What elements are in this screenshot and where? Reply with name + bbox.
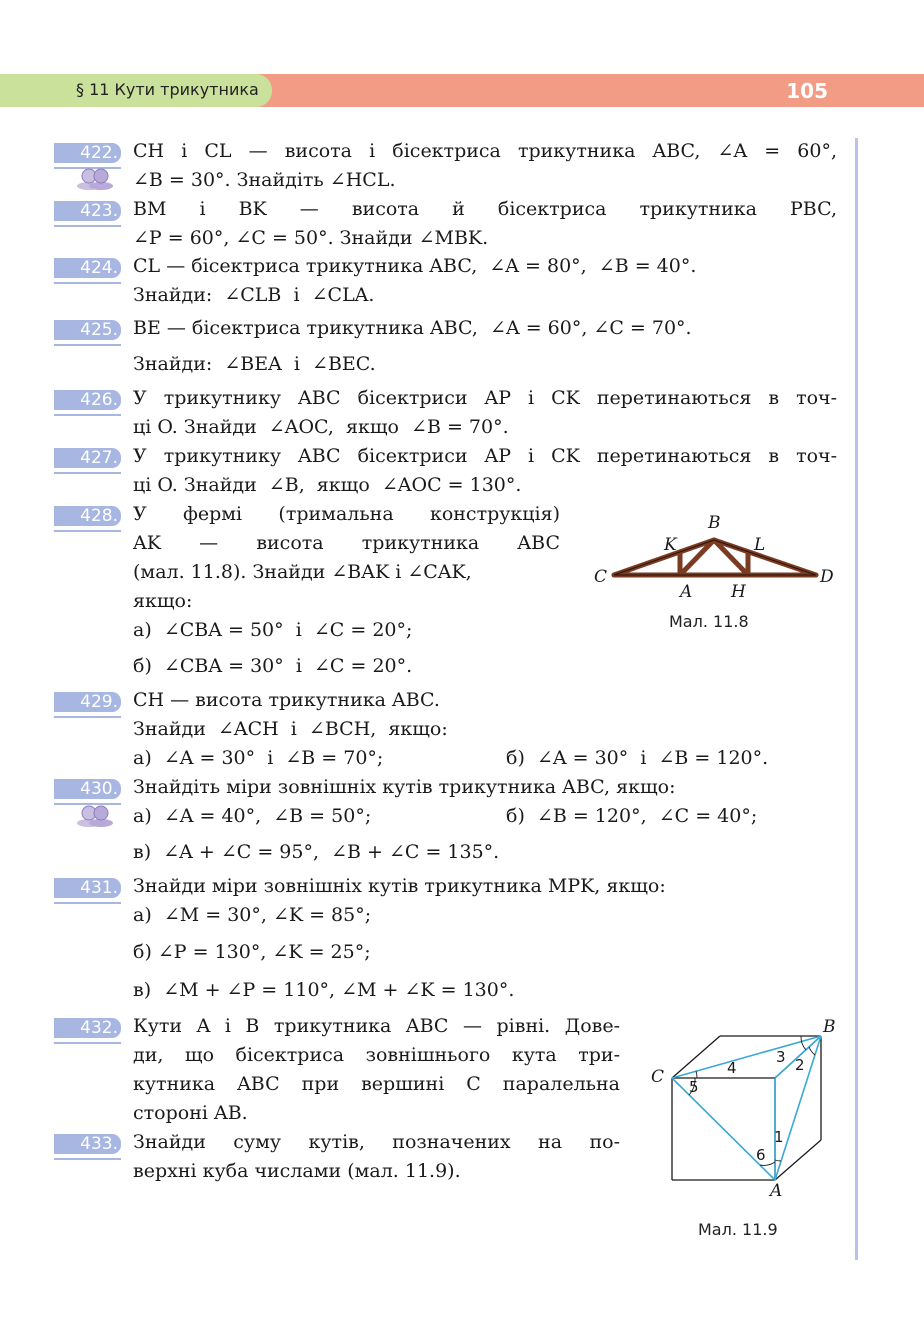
exercise-text-line: Знайди: ∠CLB і ∠CLA. (133, 284, 375, 306)
exercise-text-line: в) ∠M + ∠P = 110°, ∠M + ∠K = 130°. (133, 979, 515, 1001)
exercise-number: 428. (54, 506, 121, 526)
exercise-number: 433. (54, 1134, 121, 1154)
exercise-text-line: б) ∠P = 130°, ∠K = 25°; (133, 941, 371, 963)
exercise-text-line: AK — висота трикутника ABC (133, 532, 560, 554)
exercise-text-line: б) ∠A = 30° і ∠B = 120°. (506, 747, 769, 769)
exercise-text-line: BM і BK — висота й бісектриса трикутника PBC, (133, 198, 837, 220)
figure-11-8-caption: Мал. 11.8 (669, 612, 749, 631)
exercise-text-line: Кути A і B трикутника ABC — рівні. Дове- (133, 1015, 620, 1037)
exercise-number: 426. (54, 390, 121, 410)
label-c: C (594, 567, 608, 587)
exercise-text-line: а) ∠M = 30°, ∠K = 85°; (133, 904, 372, 926)
exercise-text-line: стороні AB. (133, 1102, 248, 1124)
exercise-text-line: CL — бісектриса трикутника ABC, ∠A = 80°, ∠B = 40°. (133, 255, 697, 277)
pair-work-icon (76, 805, 116, 827)
exercise-number: 425. (54, 320, 121, 340)
exercise-text-line: ці O. Знайди ∠B, якщо ∠AOC = 130°. (133, 474, 522, 496)
exercise-number: 432. (54, 1018, 121, 1038)
exercise-text-line: Знайди суму кутів, позначених на по- (133, 1131, 620, 1153)
exercise-text-line: Знайдіть міри зовнішніх кутів трикутника ABC, якщо: (133, 776, 676, 798)
exercise-text-line: верхні куба числами (мал. 11.9). (133, 1160, 461, 1182)
label-l: L (754, 535, 766, 555)
label-c: C (651, 1067, 665, 1087)
exercise-text-line: в) ∠A + ∠C = 95°, ∠B + ∠C = 135°. (133, 841, 500, 863)
label-a: A (680, 582, 693, 602)
exercise-number: 424. (54, 258, 121, 278)
exercise-number: 431. (54, 878, 121, 898)
exercise-text-line: ці O. Знайди ∠AOC, якщо ∠B = 70°. (133, 416, 509, 438)
exercise-text-line: Знайди міри зовнішніх кутів трикутника MPK, якщо: (133, 875, 666, 897)
section-title: § 11 Кути трикутника (76, 80, 259, 99)
exercise-text-line: BE — бісектриса трикутника ABC, ∠A = 60°, ∠C = 70°. (133, 317, 692, 339)
exercise-text-line: а) ∠A = 40°, ∠B = 50°; (133, 805, 372, 827)
angle-5: 5 (689, 1078, 699, 1096)
exercise-text-line: якщо: (133, 590, 193, 612)
angle-4: 4 (727, 1059, 737, 1077)
exercise-text-line: (мал. 11.8). Знайди ∠BAK і ∠CAK, (133, 561, 472, 583)
exercise-text-line: У трикутнику ABC бісектриси AP і CK перетинаються в точ- (133, 445, 837, 467)
label-b: B (708, 513, 721, 533)
label-a: A (770, 1181, 783, 1201)
exercise-number: 430. (54, 779, 121, 799)
exercise-number: 429. (54, 692, 121, 712)
figure-11-8-truss (588, 508, 848, 608)
exercise-text-line: б) ∠CBA = 30° і ∠C = 20°. (133, 655, 413, 677)
exercise-text-line: У трикутнику ABC бісектриси AP і CK перетинаються в точ- (133, 387, 837, 409)
label-d: D (820, 567, 834, 587)
exercise-text-line: Знайди: ∠BEA і ∠BEC. (133, 353, 376, 375)
pair-work-icon (76, 168, 116, 190)
exercise-number: 427. (54, 448, 121, 468)
exercise-text-line: CH і CL — висота і бісектриса трикутника ABC, ∠A = 60°, (133, 140, 837, 162)
exercise-text-line: CH — висота трикутника ABC. (133, 689, 440, 711)
side-rule (855, 138, 858, 1260)
exercise-text-line: ∠B = 30°. Знайдіть ∠HCL. (133, 169, 396, 191)
exercise-text-line: а) ∠A = 30° і ∠B = 70°; (133, 747, 384, 769)
angle-2: 2 (795, 1056, 805, 1074)
exercise-number: 423. (54, 201, 121, 221)
angle-3: 3 (776, 1048, 786, 1066)
angle-1: 1 (774, 1128, 784, 1146)
label-b: B (823, 1017, 836, 1037)
exercise-number: 422. (54, 143, 121, 163)
figure-11-9-caption: Мал. 11.9 (698, 1220, 778, 1239)
angle-6: 6 (756, 1146, 766, 1164)
exercise-text-line: У фермі (тримальна конструкція) (133, 503, 560, 525)
exercise-text-line: ∠P = 60°, ∠C = 50°. Знайди ∠MBK. (133, 227, 489, 249)
exercise-text-line: ди, що бісектриса зовнішнього кута три- (133, 1044, 620, 1066)
figure-11-9-cube (645, 1012, 850, 1202)
exercise-text-line: кутника ABC при вершині C паралельна (133, 1073, 620, 1095)
exercise-text-line: б) ∠B = 120°, ∠C = 40°; (506, 805, 758, 827)
label-k: K (664, 535, 677, 555)
truss-beams (614, 540, 816, 575)
exercise-text-line: Знайди ∠ACH і ∠BCH, якщо: (133, 718, 448, 740)
exercise-text-line: а) ∠CBA = 50° і ∠C = 20°; (133, 619, 413, 641)
label-h: H (731, 582, 746, 602)
page-number: 105 (786, 79, 828, 103)
